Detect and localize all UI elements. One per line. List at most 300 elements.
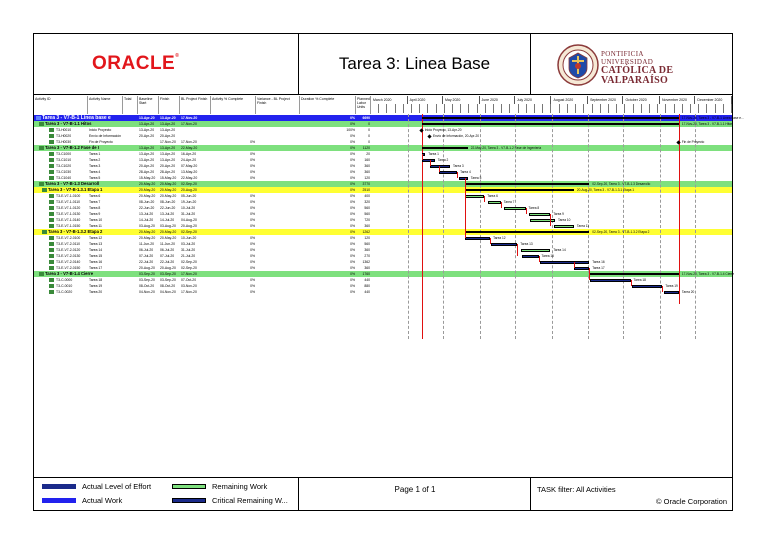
cell-finish: 13-Jul-20: [160, 212, 175, 216]
timeline-week-tick: [445, 104, 453, 113]
timeline-week-tick: [379, 104, 387, 113]
cell-blfinish: 17-Nov-20: [181, 116, 198, 120]
cell-finish: 20-May-20: [160, 188, 177, 192]
cell-finish: 11-Jun-20: [160, 242, 176, 246]
cell-blfinish: 04-Aug-20: [181, 218, 197, 222]
cell-dur: 0%: [350, 188, 355, 192]
cell-dur: 0%: [350, 230, 355, 234]
header-divider: [34, 94, 732, 95]
bar-label: 17-Nov-20, Tarea 3 - V7-B-1 Linea base e...: [681, 115, 744, 120]
cell-dur: 0%: [350, 284, 355, 288]
copyright: © Oracle Corporation: [656, 497, 727, 506]
timeline-week-tick: [683, 104, 691, 113]
cell-start: 20-May-20: [139, 188, 156, 192]
schedule-grid: [34, 96, 744, 339]
university-cell: [531, 34, 733, 94]
cell-blfinish: 03-Jul-20: [181, 242, 196, 246]
cell-id: T3-E-V7-1-0120: [56, 206, 81, 210]
bar-label: 22-May-20, Tarea 3 - V7-B-1.2 Fase de Ingeniería: [470, 145, 542, 150]
cell-blfinish: 17-Nov-20: [181, 140, 197, 144]
timeline-week-tick: [412, 104, 420, 113]
cell-finish: 17-Nov-20: [160, 140, 176, 144]
activity-bar[interactable]: [540, 261, 590, 264]
cell-units: 1362: [362, 260, 370, 264]
activity-bar[interactable]: [465, 195, 484, 198]
cell-units: 360: [364, 170, 370, 174]
cell-dur: 0%: [350, 248, 355, 252]
bar-label: Fin de Proyecto: [681, 139, 705, 144]
activity-icon: [49, 134, 54, 138]
cell-start: 14-Jul-20: [139, 218, 154, 222]
cell-start: 04-Nov-20: [139, 290, 155, 294]
activity-bar[interactable]: [504, 207, 525, 210]
activity-icon: [49, 248, 54, 252]
oracle-logo-text: ORACLE: [92, 53, 176, 74]
cell-blfinish: 02-Sep-20: [181, 230, 197, 234]
cell-dur: 0%: [350, 254, 355, 258]
timeline-week-tick: [650, 104, 658, 113]
cell-units: 560: [364, 212, 370, 216]
activity-bar[interactable]: [465, 237, 490, 240]
cell-start: 06-Jul-20: [139, 248, 154, 252]
cell-id: T3-C1030: [56, 170, 72, 174]
cell-blfinish: 16-Apr-20: [181, 152, 197, 156]
cell-dur: 0%: [350, 152, 355, 156]
column-header[interactable]: Planned Labor Units: [356, 96, 371, 114]
bar-label: Tarea 5: [470, 175, 482, 180]
cell-pct: 0%: [250, 200, 255, 204]
cell-dur: 0%: [350, 212, 355, 216]
activity-icon: [49, 170, 54, 174]
cell-start: 20-Aug-20: [139, 266, 155, 270]
cell-pct: 0%: [250, 290, 255, 294]
cell-start: 07-Jul-20: [139, 254, 154, 258]
column-header[interactable]: BL Project Finish: [180, 96, 211, 114]
legend-item-remaining-work: [172, 482, 267, 491]
cell-finish: 20-May-20: [160, 182, 177, 186]
cell-start: 13-Apr-20: [139, 116, 155, 120]
bar-label: Tarea 17: [592, 265, 605, 270]
bar-label: Envío de Información, 20-Apr-20: [432, 133, 480, 138]
cell-finish: 22-Jul-20: [160, 260, 175, 264]
cell-blfinish: 31-Jul-20: [181, 248, 196, 252]
cell-units: 560: [364, 206, 370, 210]
cell-start: 28-Apr-20: [139, 170, 155, 174]
cell-finish: 04-Nov-20: [160, 290, 176, 294]
cell-blfinish: 22-May-20: [181, 176, 198, 180]
legend-item-actual-work: [42, 496, 122, 505]
cell-id: T3-E-V7-1-0140: [56, 218, 81, 222]
timeline-week-tick: [724, 104, 732, 113]
cell-units: 6690: [362, 116, 370, 120]
bar-label: Tarea 13: [520, 241, 533, 246]
cell-pct: 0%: [250, 140, 255, 144]
cell-start: 20-May-20: [139, 230, 156, 234]
cell-pct: 0%: [250, 260, 255, 264]
bar-label: Tarea 1: [428, 151, 439, 156]
legend-label: Actual Level of Effort: [82, 482, 152, 491]
timeline-week-tick: [601, 104, 609, 113]
activity-icon: [49, 224, 54, 228]
cell-name: Tarea 18: [89, 278, 103, 282]
cell-dur: 0%: [350, 158, 355, 162]
legend-item-critical-remaining-work: [172, 496, 288, 505]
cell-units: 2510: [362, 188, 370, 192]
cell-name: Tarea 3 - V7-B-1.1 Hitos: [45, 121, 92, 126]
legend-cell: [34, 478, 299, 511]
activity-icon: [49, 152, 54, 156]
timeline-week-tick: [420, 104, 428, 113]
cell-blfinish: 17-Nov-20: [181, 272, 197, 276]
university-line-4: VALPARAÍSO: [601, 75, 669, 86]
activity-icon: [49, 236, 54, 240]
cell-dur: 0%: [350, 116, 355, 120]
cell-finish: 08-Oct-20: [160, 284, 176, 288]
wbs-icon: [39, 182, 44, 186]
timeline-week-tick: [675, 104, 683, 113]
bar-label: Tarea 18: [633, 277, 646, 282]
cell-finish: 20-Apr-20: [160, 134, 176, 138]
timeline-week-tick: [535, 104, 543, 113]
cell-blfinish: 21-Jul-20: [181, 254, 196, 258]
cell-id: T3-H0030: [56, 140, 72, 144]
activity-bar[interactable]: [522, 255, 539, 258]
activity-row[interactable]: [34, 289, 732, 295]
column-header[interactable]: Activity % Complete: [211, 96, 256, 114]
column-header[interactable]: Finish: [159, 96, 180, 114]
timeline-month: May 2020: [443, 96, 480, 104]
cell-units: 360: [364, 266, 370, 270]
timeline-week-tick: [699, 104, 707, 113]
bar-label: Tarea 10: [558, 217, 571, 222]
cell-blfinish: 10-Jul-20: [181, 206, 196, 210]
wbs-icon: [42, 230, 47, 234]
bar-label: Inicio Proyecto, 13-Apr-20: [424, 127, 462, 132]
timeline-week-tick: [617, 104, 625, 113]
legend-swatch-actual-level-of-effort: [42, 484, 76, 489]
relationship-line: [457, 172, 458, 178]
cell-name: Tarea 11: [89, 224, 102, 228]
timeline-week-tick: [560, 104, 568, 113]
cell-blfinish: 17-Nov-20: [181, 122, 197, 126]
activity-bar[interactable]: [664, 291, 679, 294]
cell-units: 1262: [362, 230, 370, 234]
cell-pct: 0%: [250, 284, 255, 288]
cell-dur: 100%: [346, 128, 355, 132]
timeline-week-tick: [453, 104, 461, 113]
cell-blfinish: 13-May-20: [181, 170, 198, 174]
cell-start: 08-Oct-20: [139, 284, 155, 288]
cell-units: 440: [364, 290, 370, 294]
cell-dur: 0%: [350, 182, 355, 186]
cell-name: Fin de Proyecto: [89, 140, 113, 144]
legend-item-actual-level-of-effort: [42, 482, 151, 491]
university-seal-icon: [557, 44, 599, 86]
activity-bar[interactable]: [521, 249, 550, 252]
cell-dur: 0%: [350, 242, 355, 246]
timeline-week-tick: [666, 104, 674, 113]
activity-bar[interactable]: [554, 225, 574, 228]
cell-pct: 0%: [250, 278, 255, 282]
relationship-line: [501, 202, 502, 208]
title-cell: [299, 34, 531, 94]
legend-swatch-critical-remaining-work: [172, 498, 206, 503]
timeline-week-tick: [584, 104, 592, 113]
activity-bar[interactable]: [574, 267, 589, 270]
column-header[interactable]: Baseline Start: [138, 96, 159, 114]
summary-bar[interactable]: [422, 147, 468, 149]
cell-start: 13-Apr-20: [139, 122, 155, 126]
cell-finish: 20-May-20: [160, 194, 177, 198]
cell-start: 03-Sep-20: [139, 272, 155, 276]
cell-pct: 0%: [250, 152, 255, 156]
cell-finish: 14-Jul-20: [160, 218, 175, 222]
cell-finish: 13-Apr-20: [160, 128, 176, 132]
cell-start: 20-Apr-20: [139, 134, 155, 138]
timeline-gridline: [660, 114, 661, 339]
cell-finish: 13-Apr-20: [160, 158, 176, 162]
timeline-month: December 2020: [695, 96, 732, 104]
activity-icon: [49, 206, 54, 210]
university-name: [601, 50, 673, 86]
legend-label: Remaining Work: [212, 482, 268, 491]
cell-blfinish: 17-Nov-20: [181, 290, 197, 294]
activity-bar[interactable]: [439, 171, 457, 174]
legend-label: Critical Remaining W...: [212, 496, 288, 505]
summary-bar[interactable]: [465, 189, 574, 191]
bar-label: Tarea 12: [493, 235, 506, 240]
cell-units: 0: [368, 140, 370, 144]
cell-dur: 0%: [350, 164, 355, 168]
legend-label: Actual Work: [82, 496, 123, 505]
relationship-line: [422, 154, 423, 160]
cell-start: 08-Jun-20: [139, 200, 155, 204]
timeline-week-tick: [387, 104, 395, 113]
cell-start: 15-May-20: [139, 176, 156, 180]
cell-finish: 03-Sep-20: [160, 278, 176, 282]
cell-name: Tarea 3 - V7-B-1.4 Cierre: [45, 271, 94, 276]
wbs-icon: [39, 122, 44, 126]
university-line-2: UNIVERSIDAD: [601, 58, 654, 66]
timeline-gridline: [408, 114, 409, 339]
bar-label: Tarea 3: [453, 163, 464, 168]
cell-finish: 28-Apr-20: [160, 170, 176, 174]
cell-units: 360: [364, 164, 370, 168]
activity-icon: [49, 128, 54, 132]
cell-var: [257, 289, 299, 295]
legend-swatch-actual-work: [42, 498, 76, 503]
cell-finish: 13-Apr-20: [160, 116, 176, 120]
cell-units: 3770: [362, 182, 370, 186]
cell-blfinish: 19-Jun-20: [181, 200, 197, 204]
cell-start: 22-Jul-20: [139, 260, 154, 264]
bar-label: Tarea 11: [576, 223, 590, 228]
timeline-month: October 2020: [623, 96, 660, 104]
cell-name: Tarea 17: [89, 266, 103, 270]
cell-units: 20: [366, 152, 370, 156]
cell-name: Tarea 19: [89, 284, 103, 288]
cell-id: T3-C1000: [56, 152, 72, 156]
cell-units: 880: [364, 284, 370, 288]
bar-label: Tarea 19: [665, 283, 678, 288]
logo-cell: [34, 34, 299, 94]
cell-start: 20-May-20: [139, 182, 156, 186]
cell-pct: 0%: [250, 170, 255, 174]
relationship-line: [526, 208, 527, 214]
summary-bar[interactable]: [590, 273, 678, 275]
relationship-line: [517, 244, 518, 256]
timeline-week-tick: [716, 104, 724, 113]
cell-start: 20-Apr-20: [139, 164, 155, 168]
cell-finish: 20-May-20: [160, 236, 177, 240]
activity-icon: [49, 278, 54, 282]
cell-pct: 0%: [250, 158, 255, 162]
bar-label: 17-Nov-20, Tarea 3 - V7-B-1.4 Cierre: [681, 271, 735, 276]
activity-bar[interactable]: [590, 279, 630, 282]
timeline-week-tick: [625, 104, 633, 113]
page-number-cell: [299, 478, 531, 511]
timeline-header: [371, 96, 732, 114]
relationship-line: [631, 280, 632, 286]
relationship-line: [550, 214, 551, 226]
cell-blfinish: 24-Apr-20: [181, 158, 197, 162]
cell-finish: 20-May-20: [160, 230, 177, 234]
timeline-week-tick: [568, 104, 576, 113]
cell-blfinish: 02-Sep-20: [181, 182, 197, 186]
timeline-week-tick: [428, 104, 436, 113]
summary-bar[interactable]: [465, 231, 589, 233]
summary-bar[interactable]: [465, 183, 589, 185]
cell-id: T3-E-V7-1-0150: [56, 224, 81, 228]
cell-units: 360: [364, 224, 370, 228]
cell-units: 400: [364, 194, 370, 198]
timeline-month: November 2020: [660, 96, 695, 104]
timeline-week-tick: [609, 104, 617, 113]
timeline-week-tick: [371, 104, 379, 113]
summary-bar[interactable]: [422, 123, 679, 125]
cell-finish: 13-Apr-20: [160, 122, 176, 126]
timeline-week-tick: [469, 104, 477, 113]
timeline-month: March 2020: [371, 96, 408, 104]
timeline-week-tick: [502, 104, 510, 113]
cell-start: 13-Jul-20: [139, 212, 154, 216]
bar-label: Tarea 16: [592, 259, 605, 264]
timeline-gridline: [695, 114, 696, 339]
column-header[interactable]: Activity Name: [88, 96, 123, 114]
cell-finish: 03-Sep-20: [160, 272, 176, 276]
cell-units: 120: [364, 236, 370, 240]
cell-total: [124, 289, 137, 295]
activity-bar[interactable]: [491, 243, 517, 246]
cell-units: 1120: [362, 146, 370, 150]
cell-dur: 0%: [350, 224, 355, 228]
cell-pct: 0%: [250, 218, 255, 222]
university-line-1: PONTIFICIA: [601, 50, 644, 58]
activity-icon: [49, 266, 54, 270]
bar-label: Tarea 6: [487, 193, 498, 198]
cell-dur: 0%: [350, 140, 355, 144]
cell-id: T3-E-V7-1-0110: [56, 200, 81, 204]
cell-dur: 0%: [350, 146, 355, 150]
cell-blfinish: 03-Nov-20: [181, 284, 197, 288]
cell-id: T3-E-V7-2-0150: [56, 266, 81, 270]
cell-name: Envío de Información: [89, 134, 122, 138]
bar-label: Tarea 14: [553, 247, 566, 252]
activity-icon: [49, 176, 54, 180]
relationship-line: [465, 178, 466, 238]
cell-name: Tarea 6: [89, 194, 101, 198]
cell-dur: 0%: [350, 266, 355, 270]
relationship-line: [589, 268, 590, 280]
cell-id: T3-E-V7-1-0130: [56, 212, 81, 216]
timeline-month: September 2020: [588, 96, 623, 104]
bar-label: 02-Sep-20, Tarea 3 - V7-B-1.3 Desarrollo: [592, 181, 651, 186]
cell-name: Tarea 12: [89, 236, 103, 240]
bar-label: Tarea 9: [553, 211, 564, 216]
column-header[interactable]: Activity ID: [34, 96, 88, 114]
activity-bar[interactable]: [529, 213, 550, 216]
cell-id: T3-E-V7-1-0100: [56, 194, 81, 198]
cell-dur: 0%: [350, 194, 355, 198]
summary-bar[interactable]: [422, 117, 679, 119]
bar-label: Tarea 4: [460, 169, 471, 174]
cell-id: T3-C1040: [56, 176, 72, 180]
activity-bar[interactable]: [459, 177, 467, 180]
relationship-line: [574, 262, 575, 268]
cell-name: Tarea 7: [89, 200, 101, 204]
cell-units: 320: [364, 200, 370, 204]
cell-dur: 0%: [350, 206, 355, 210]
cell-id: T3-H0020: [56, 134, 72, 138]
cell-id: T3-C1010: [56, 158, 72, 162]
cell-blfinish: 20-Aug-20: [181, 224, 197, 228]
cell-pct: 0%: [250, 206, 255, 210]
column-header[interactable]: Variance - BL Project Finish: [256, 96, 300, 114]
cell-name: Tarea 5: [89, 176, 101, 180]
activity-icon: [49, 194, 54, 198]
cell-pct: 0%: [250, 212, 255, 216]
cell-pct: 0%: [250, 254, 255, 258]
timeline-gridline: [552, 114, 553, 339]
activity-icon: [49, 158, 54, 162]
activity-bar[interactable]: [422, 159, 435, 162]
relationship-line: [662, 286, 663, 292]
cell-finish: 07-Jul-20: [160, 254, 175, 258]
cell-dur: 0%: [350, 218, 355, 222]
wbs-icon: [42, 188, 47, 192]
timeline-gridline: [623, 114, 624, 339]
activity-bar[interactable]: [488, 201, 501, 204]
cell-blfinish: 07-Oct-20: [181, 278, 197, 282]
cell-pct: 0%: [250, 194, 255, 198]
column-header[interactable]: Total: [123, 96, 138, 114]
report-frame: [33, 33, 744, 511]
cell-start: 11-Jun-20: [139, 242, 155, 246]
cell-dur: 0%: [350, 290, 355, 294]
cell-blfinish: 22-May-20: [181, 146, 198, 150]
column-header[interactable]: Duration % Complete: [300, 96, 356, 114]
page-number: Page 1 of 1: [394, 485, 436, 494]
timeline-week-tick: [576, 104, 584, 113]
cell-start: 03-Sep-20: [139, 278, 155, 282]
cell-dur: 0%: [350, 278, 355, 282]
cell-name: Tarea 15: [89, 254, 103, 258]
cell-units: 720: [364, 218, 370, 222]
activity-bar[interactable]: [632, 285, 663, 288]
cell-name: Tarea 3 - V7-B-1.3.2 Etapa 2: [48, 229, 103, 234]
timeline-month: April 2020: [408, 96, 443, 104]
cell-blfinish: 02-Sep-20: [181, 260, 197, 264]
